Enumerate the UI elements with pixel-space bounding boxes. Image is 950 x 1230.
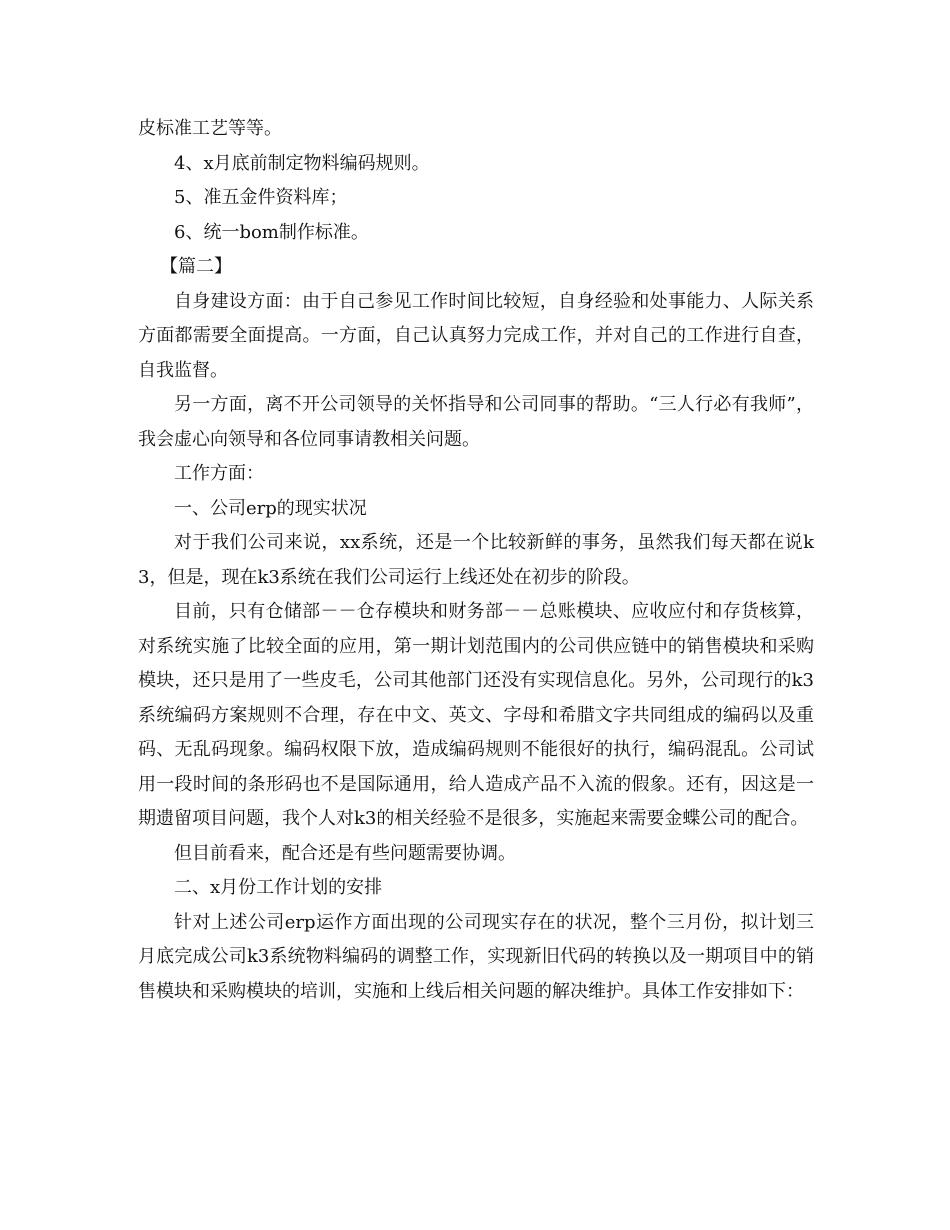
paragraph-on-the-other-hand: 另一方面，离不开公司领导的关怀指导和公司同事的帮助。“三人行必有我师”，我会虚心向领导和各位同事请教相关问题。	[138, 394, 814, 450]
subheading-work: 工作方面：	[174, 463, 264, 484]
list-item-6: 6、统一bom制作标准。	[174, 221, 369, 243]
list-item-4: 4、x月底前制定物料编码规则。	[174, 152, 430, 174]
paragraph-current-status: 目前，只有仓储部－－仓存模块和财务部－－总账模块、应收应付和存货核算，对系统实施了比较全面的应用，第一期计划范围内的公司供应链中的销售模块和采购模块，还只是用了一些皮毛，公司其他部门还没有实现信息化。另外，公司现行的k3系统编码方案规则不合理，存在中文、英文、字母和希腊文字共同组成的编码以及重码、无乱码现象。编码权限下放，造成编码规则不能很好的执行，编码混乱。公司试用一段时间的条形码也不是国际通用，给人造成产品不入流的假象。还有，因这是一期遗留项目问题，我个人对k3的相关经验不是很多，实施起来需要金蝶公司的配合。	[138, 601, 814, 829]
paragraph-plan-details: 针对上述公司erp运作方面出现的公司现实存在的状况，整个三月份，拟计划三月底完成公司k3系统物料编码的调整工作，实现新旧代码的转换以及一期项目中的销售模块和采购模块的培训，实施和上线后相关问题的解决维护。具体工作安排如下：	[138, 911, 814, 1002]
paragraph-1: 皮标准工艺等等。	[138, 118, 282, 139]
section-heading-part-two: 【篇二】	[160, 256, 232, 277]
list-item-5: 5、准五金件资料库；	[174, 187, 348, 208]
subheading-erp-status: 一、公司erp的现实状况	[174, 497, 367, 519]
subheading-work-plan: 二、x月份工作计划的安排	[174, 877, 383, 898]
paragraph-self-development: 自身建设方面：由于自己参见工作时间比较短，自身经验和处事能力、人际关系方面都需要全面提高。一方面，自己认真努力完成工作，并对自己的工作进行自查，自我监督。	[138, 290, 814, 381]
paragraph-erp-intro: 对于我们公司来说，xx系统，还是一个比较新鲜的事务，虽然我们每天都在说k3，但是，现在k3系统在我们公司运行上线还处在初步的阶段。	[138, 532, 814, 588]
document-body	[138, 112, 814, 1009]
paragraph-coordination: 但目前看来，配合还是有些问题需要协调。	[174, 842, 516, 864]
